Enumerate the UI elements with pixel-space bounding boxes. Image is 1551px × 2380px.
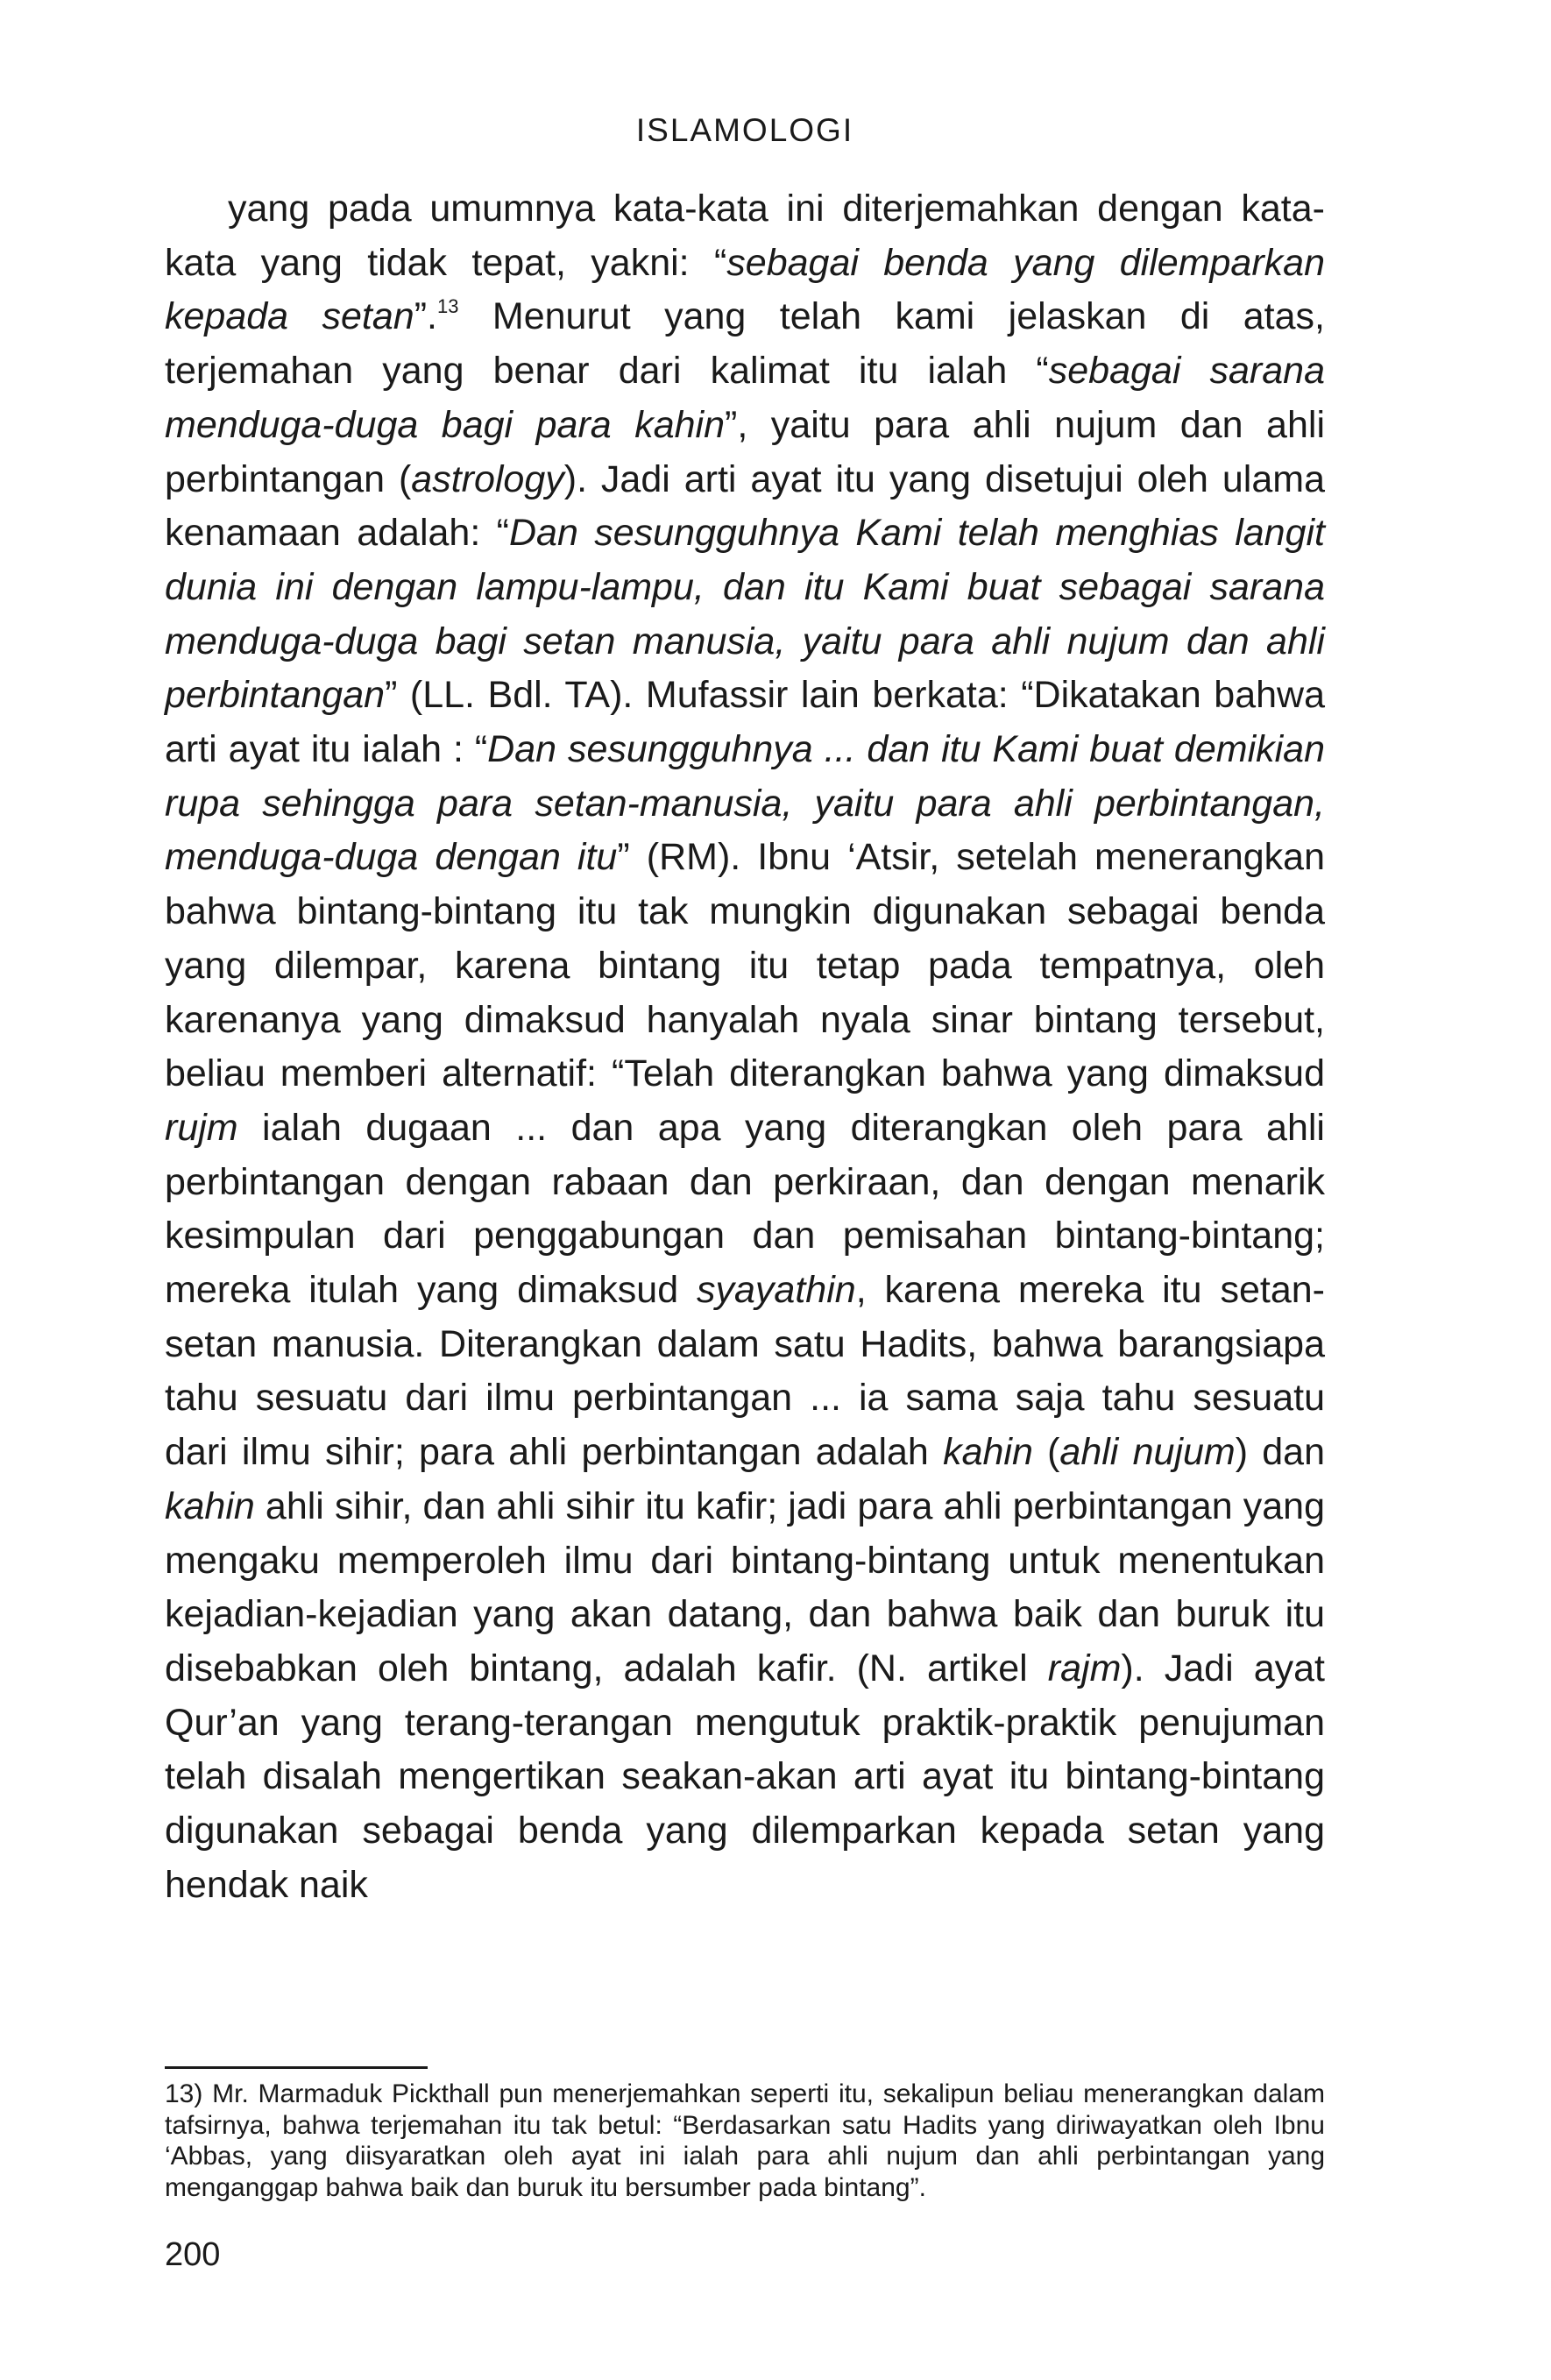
body-text-run: ) dan — [1235, 1431, 1325, 1474]
body-italic-run: syayathin — [697, 1269, 856, 1312]
body-italic-run: kahin — [943, 1431, 1033, 1474]
footnote-13: 13) Mr. Marmaduk Pickthall pun menerjemahkan seperti itu, sekalipun beliau menerangkan dalam tafsirnya, bahwa terjemahan itu tak betul: “Berdasarkan satu Hadits yang diriwayatkan oleh Ibnu ‘Abbas, yang diisyaratkan oleh ayat ini ialah para ahli nujum dan ahli perbintangan yang menganggap bahwa baik dan buruk itu bersumber pada bintang”. — [165, 2079, 1325, 2202]
body-italic-run: astrology — [411, 457, 564, 500]
body-italic-run: Dan sesungguhnya ... dan itu Kami buat demikian rupa sehingga para setan-manusia, yaitu para ahli perbintangan, menduga-duga dengan itu — [165, 728, 1325, 879]
body-text-run: ”. — [414, 295, 437, 338]
running-head: ISLAMOLOGI — [635, 112, 854, 148]
body-italic-run: rujm — [165, 1106, 238, 1149]
body-italic-run: rajm — [1047, 1647, 1122, 1689]
footnote-divider — [165, 2066, 428, 2069]
body-text-run: ahli sihir, dan ahli sihir itu kafir; jadi para ahli perbintangan yang mengaku memperoleh ilmu dari bintang-bintang untuk menentukan kejadian-kejadian yang akan datang, dan bahwa baik dan buruk itu disebabkan oleh bintang, adalah kafir. (N. artikel — [165, 1484, 1325, 1689]
body-italic-run: ahli nujum — [1059, 1431, 1236, 1474]
body-text-run: ” (LL. Bdl. TA). Mufassir lain berkata: “Dikatakan bahwa arti ayat itu ialah : “ — [165, 674, 1325, 771]
body-italic-run: Dan sesungguhnya Kami telah menghias langit dunia ini dengan lampu-lampu, dan itu Kami buat sebagai sarana menduga-duga bagi setan manusia, yaitu para ahli nujum dan ahli perbintangan — [165, 512, 1325, 717]
body-italic-run: sebagai benda yang dilemparkan kepada setan — [165, 241, 1325, 338]
body-text-run: ”, yaitu para ahli nujum dan ahli perbintangan ( — [165, 403, 1325, 500]
body-text-run: , karena mereka itu setan-setan manusia. Diterangkan dalam satu Hadits, bahwa barangsiapa tahu sesuatu dari ilmu perbintangan ... ia sama saja tahu sesuatu dari ilmu sihir; para ahli perbintangan adalah — [165, 1269, 1325, 1474]
body-italic-run: kahin — [165, 1484, 255, 1527]
body-paragraph — [165, 182, 1325, 1913]
body-text-run: ( — [1032, 1431, 1060, 1474]
footnote-reference: 13 — [436, 295, 459, 318]
page-number: 200 — [165, 2236, 221, 2273]
body-text-run: ialah dugaan ... dan apa yang diterangkan oleh para ahli perbintangan dengan rabaan dan perkiraan, dan dengan menarik kesimpulan dari penggabungan dan pemisahan bintang-bintang; mereka itulah yang dimaksud — [165, 1106, 1325, 1312]
body-text-run: ). Jadi ayat Qur’an yang terang-terangan mengutuk praktik-praktik penujuman telah disalah mengertikan seakan-akan arti ayat itu bintang-bintang digunakan sebagai benda yang dilemparkan kepada setan yang hendak naik — [165, 1647, 1325, 1906]
body-text-run: ). Jadi arti ayat itu yang disetujui oleh ulama kenamaan adalah: “ — [165, 457, 1325, 555]
body-text-run: yang pada umumnya kata-kata ini diterjemahkan dengan kata-kata yang tidak tepat, yakni: “ — [165, 188, 1325, 284]
body-italic-run: sebagai sarana menduga-duga bagi para kahin — [165, 350, 1325, 446]
body-text-run: ” (RM). Ibnu ‘Atsir, setelah menerangkan bahwa bintang-bintang itu tak mungkin digunakan sebagai benda yang dilempar, karena bintang itu tetap pada tempatnya, oleh karenanya yang dimaksud hanyalah nyala sinar bintang tersebut, beliau memberi alternatif: “Telah diterangkan bahwa yang dimaksud — [165, 836, 1325, 1095]
body-text-run: Menurut yang telah kami jelaskan di atas, terjemahan yang benar dari kalimat itu ialah “ — [165, 295, 1325, 393]
